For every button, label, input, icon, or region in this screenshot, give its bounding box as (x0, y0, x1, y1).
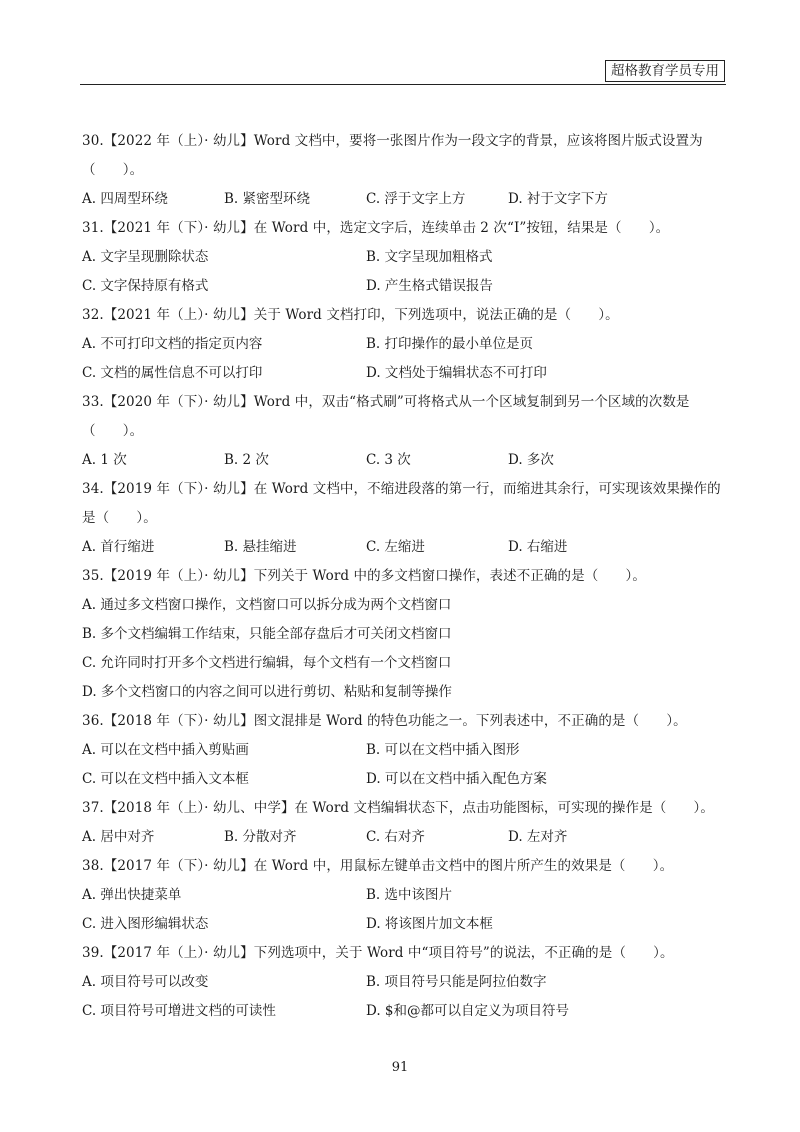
option-c: C. 可以在文档中插入文本框 (82, 771, 249, 787)
option-a: A. 项目符号可以改变 (82, 974, 209, 990)
option-a: A. 首行缩进 (82, 539, 155, 555)
option-a: A. 居中对齐 (82, 829, 155, 845)
option-d: D. 文档处于编辑状态不可打印 (366, 365, 547, 381)
option-b: B. 悬挂缩进 (224, 539, 297, 555)
header-badge: 超格教育学员专用 (605, 60, 725, 82)
question-33 (82, 388, 732, 475)
option-list (82, 330, 732, 388)
question-stem: 39.【2017 年（上）· 幼儿】下列选项中，关于 Word 中“项目符号”的说法，不正确的是（ ）。 (82, 945, 674, 961)
question-36 (82, 707, 732, 794)
question-stem: 37.【2018 年（上）· 幼儿、中学】在 Word 文档编辑状态下，点击功能图标，可实现的操作是（ ）。 (82, 800, 714, 816)
question-38 (82, 852, 732, 939)
option-list (82, 968, 732, 1026)
option-list (82, 446, 732, 475)
option-a: A. 1 次 (82, 452, 127, 468)
question-stem: 36.【2018 年（下）· 幼儿】图文混排是 Word 的特色功能之一。下列表述中，不正确的是（ ）。 (82, 713, 687, 729)
question-31 (82, 214, 732, 301)
option-b: B. 项目符号只能是阿拉伯数字 (366, 974, 547, 990)
question-32 (82, 301, 732, 388)
option-c: C. 允许同时打开多个文档进行编辑，每个文档有一个文档窗口 (82, 655, 452, 671)
option-d: D. 右缩进 (508, 539, 568, 555)
option-list (82, 736, 732, 794)
question-stem: 35.【2019 年（上）· 幼儿】下列关于 Word 中的多文档窗口操作，表述不正确的是（ ）。 (82, 568, 646, 584)
option-b: B. 多个文档编辑工作结束，只能全部存盘后才可关闭文档窗口 (82, 626, 452, 642)
option-d: D. 衬于文字下方 (508, 191, 608, 207)
option-b: B. 紧密型环绕 (224, 191, 311, 207)
page-number: 91 (391, 1060, 409, 1075)
option-c: C. 文档的属性信息不可以打印 (82, 365, 263, 381)
question-stem: 38.【2017 年（下）· 幼儿】在 Word 中，用鼠标左键单击文档中的图片所产生的效果是（ ）。 (82, 858, 674, 874)
option-b: B. 分散对齐 (224, 829, 297, 845)
question-stem: 31.【2021 年（下）· 幼儿】在 Word 中，选定文字后，连续单击 2 次“I”按钮，结果是（ ）。 (82, 220, 670, 236)
option-b: B. 打印操作的最小单位是页 (366, 336, 534, 352)
question-stem: 33.【2020 年（下）· 幼儿】Word 中，双击“格式刷”可将格式从一个区域复制到另一个区域的次数是（ ）。 (82, 394, 690, 439)
question-34 (82, 475, 732, 562)
option-b: B. 文字呈现加粗格式 (366, 249, 493, 265)
question-30 (82, 127, 732, 214)
option-a: A. 可以在文档中插入剪贴画 (82, 742, 249, 758)
option-c: C. 浮于文字上方 (366, 191, 466, 207)
option-d: D. 左对齐 (508, 829, 568, 845)
option-c: C. 进入图形编辑状态 (82, 916, 209, 932)
option-c: C. 文字保持原有格式 (82, 278, 209, 294)
option-a: A. 弹出快捷菜单 (82, 887, 182, 903)
option-list (82, 591, 732, 707)
question-stem: 34.【2019 年（下）· 幼儿】在 Word 文档中，不缩进段落的第一行，而缩进其余行，可实现该效果操作的是（ ）。 (82, 481, 721, 526)
option-c: C. 左缩进 (366, 539, 425, 555)
question-37 (82, 794, 732, 852)
question-39 (82, 939, 732, 1026)
option-d: D. 多次 (508, 452, 554, 468)
option-c: C. 3 次 (366, 452, 411, 468)
option-list (82, 533, 732, 562)
option-d: D. $和@都可以自定义为项目符号 (366, 1003, 570, 1019)
question-stem: 32.【2021 年（上）· 幼儿】关于 Word 文档打印，下列选项中，说法正确的是（ ）。 (82, 307, 619, 323)
header-rule (80, 84, 726, 85)
option-d: D. 将该图片加文本框 (366, 916, 493, 932)
option-b: B. 可以在文档中插入图形 (366, 742, 520, 758)
option-list (82, 185, 732, 214)
option-a: A. 文字呈现删除状态 (82, 249, 209, 265)
option-a: A. 通过多文档窗口操作，文档窗口可以拆分成为两个文档窗口 (82, 597, 452, 613)
question-list (82, 127, 732, 1026)
option-a: A. 不可打印文档的指定页内容 (82, 336, 263, 352)
question-35 (82, 562, 732, 707)
option-d: D. 多个文档窗口的内容之间可以进行剪切、粘贴和复制等操作 (82, 684, 452, 700)
option-c: C. 右对齐 (366, 829, 425, 845)
question-stem: 30.【2022 年（上）· 幼儿】Word 文档中，要将一张图片作为一段文字的背景，应该将图片版式设置为（ ）。 (82, 133, 703, 178)
option-d: D. 可以在文档中插入配色方案 (366, 771, 547, 787)
option-b: B. 选中该图片 (366, 887, 453, 903)
option-list (82, 243, 732, 301)
option-d: D. 产生格式错误报告 (366, 278, 493, 294)
option-list (82, 823, 732, 852)
option-list (82, 881, 732, 939)
option-b: B. 2 次 (224, 452, 269, 468)
option-a: A. 四周型环绕 (82, 191, 168, 207)
option-c: C. 项目符号可增进文档的可读性 (82, 1003, 276, 1019)
